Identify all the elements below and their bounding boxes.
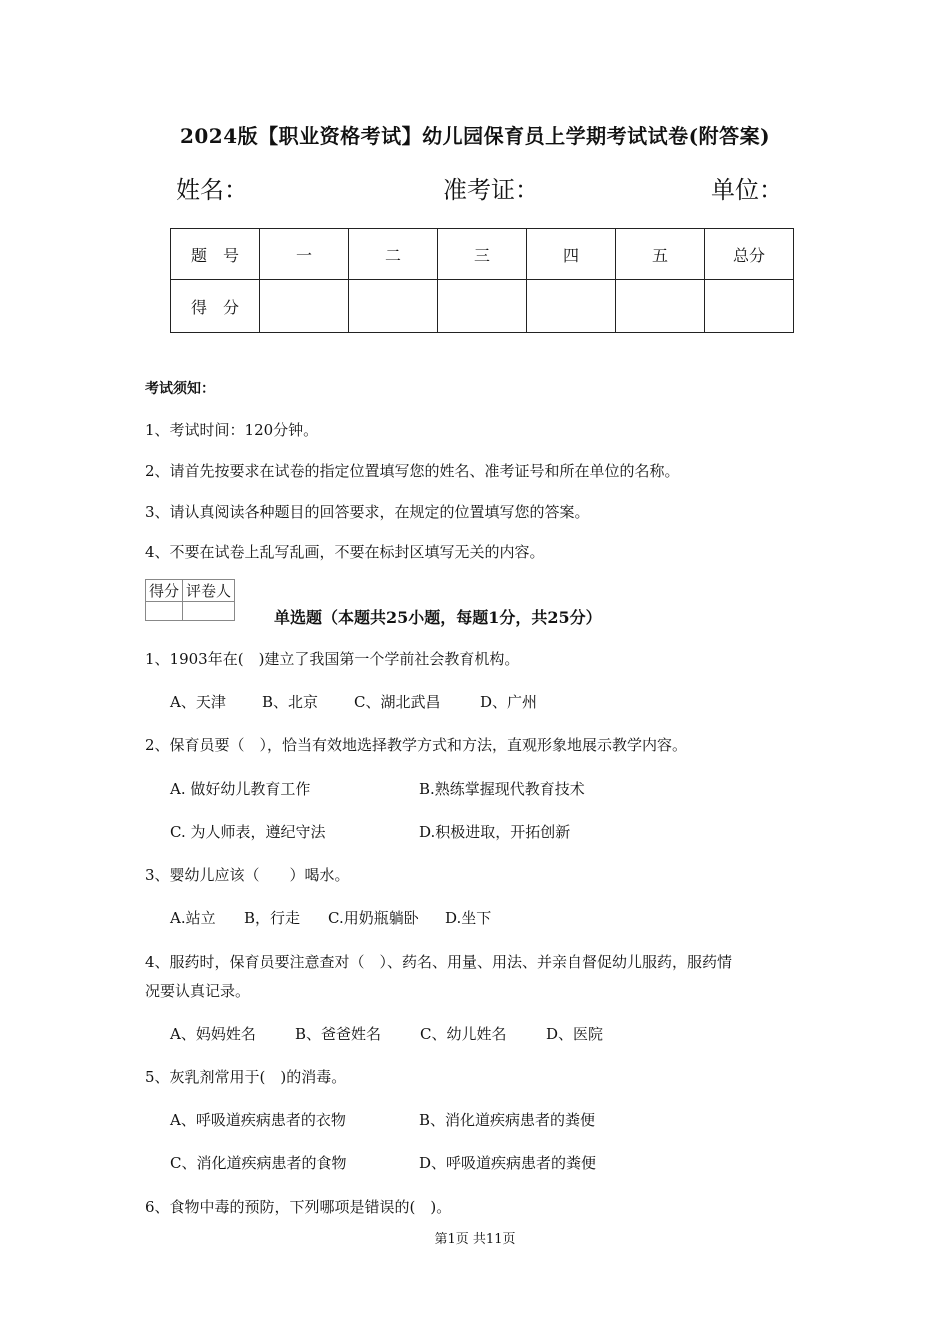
score-table-column: 二 — [349, 229, 438, 280]
question-4-option: A、妈妈姓名 — [170, 1025, 256, 1043]
question-1-option: C、湖北武昌 — [354, 693, 441, 711]
score-table-score-row — [171, 280, 794, 333]
document-title: 2024版【职业资格考试】幼儿园保育员上学期考试试卷(附答案) — [179, 124, 771, 148]
grader-score-label: 得分 — [146, 580, 183, 602]
notice-item: 3、请认真阅读各种题目的回答要求，在规定的位置填写您的答案。 — [145, 503, 590, 521]
score-table-column: 五 — [616, 229, 705, 280]
score-table-row-header: 得 分 — [171, 280, 260, 333]
exam-id-field-label: 准考证： — [443, 176, 539, 204]
question-3-text: 3、婴幼儿应该（ ）喝水。 — [145, 866, 350, 884]
grader-name-cell — [183, 602, 235, 621]
score-cell — [260, 280, 349, 333]
question-5-option: D、呼吸道疾病患者的粪便 — [419, 1154, 597, 1172]
score-table-column: 一 — [260, 229, 349, 280]
question-4-option: B、爸爸姓名 — [295, 1025, 382, 1043]
question-4-text: 4、服药时，保育员要注意查对（ ）、药名、用量、用法、并亲自督促幼儿服药，服药情 — [145, 953, 733, 971]
question-3-option: C.用奶瓶躺卧 — [328, 909, 419, 927]
score-table-column: 四 — [527, 229, 616, 280]
score-table-column: 三 — [438, 229, 527, 280]
score-cell — [438, 280, 527, 333]
score-table — [170, 228, 794, 333]
question-3-option: A.站立 — [170, 909, 216, 927]
question-2-option: D.积极进取，开拓创新 — [419, 823, 571, 841]
question-3-option: B，行走 — [244, 909, 301, 927]
question-1-text: 1、1903年在( )建立了我国第一个学前社会教育机构。 — [145, 650, 520, 668]
unit-field-label: 单位： — [711, 176, 783, 204]
question-2-option: A. 做好幼儿教育工作 — [170, 780, 311, 798]
question-5-option: A、呼吸道疾病患者的衣物 — [170, 1111, 346, 1129]
notice-item: 2、请首先按要求在试卷的指定位置填写您的姓名、准考证号和所在单位的名称。 — [145, 462, 680, 480]
question-3-option: D.坐下 — [445, 909, 492, 927]
question-2-text: 2、保育员要（ ），恰当有效地选择教学方式和方法，直观形象地展示教学内容。 — [145, 736, 688, 754]
question-4-text-continued: 况要认真记录。 — [145, 982, 251, 1000]
question-2-option: B.熟练掌握现代教育技术 — [419, 780, 585, 798]
question-1-option: A、天津 — [170, 693, 226, 711]
question-5-text: 5、灰乳剂常用于( )的消毒。 — [145, 1068, 347, 1086]
page-footer: 第1页 共11页 — [434, 1232, 516, 1247]
question-4-option: C、幼儿姓名 — [420, 1025, 507, 1043]
question-6-text: 6、食物中毒的预防，下列哪项是错误的( )。 — [145, 1198, 452, 1216]
score-table-row-header: 题 号 — [171, 229, 260, 280]
notice-item: 1、考试时间：120分钟。 — [145, 421, 319, 439]
score-cell — [527, 280, 616, 333]
grader-name-label: 评卷人 — [183, 580, 235, 602]
grader-box — [145, 579, 235, 621]
question-5-option: C、消化道疾病患者的食物 — [170, 1154, 347, 1172]
score-cell — [616, 280, 705, 333]
question-5-option: B、消化道疾病患者的粪便 — [419, 1111, 596, 1129]
question-1-option: B、北京 — [262, 693, 319, 711]
score-cell — [349, 280, 438, 333]
question-1-option: D、广州 — [480, 693, 538, 711]
score-cell — [705, 280, 794, 333]
notice-item: 4、不要在试卷上乱写乱画，不要在标封区填写无关的内容。 — [145, 543, 545, 561]
question-2-option: C. 为人师表，遵纪守法 — [170, 823, 326, 841]
score-table-header-row — [171, 229, 794, 280]
name-field-label: 姓名： — [176, 176, 248, 204]
score-table-column: 总分 — [705, 229, 794, 280]
section-title: 单选题（本题共25小题，每题1分，共25分） — [274, 608, 602, 627]
grader-score-cell — [146, 602, 183, 621]
notice-heading: 考试须知： — [145, 381, 215, 397]
question-4-option: D、医院 — [546, 1025, 604, 1043]
